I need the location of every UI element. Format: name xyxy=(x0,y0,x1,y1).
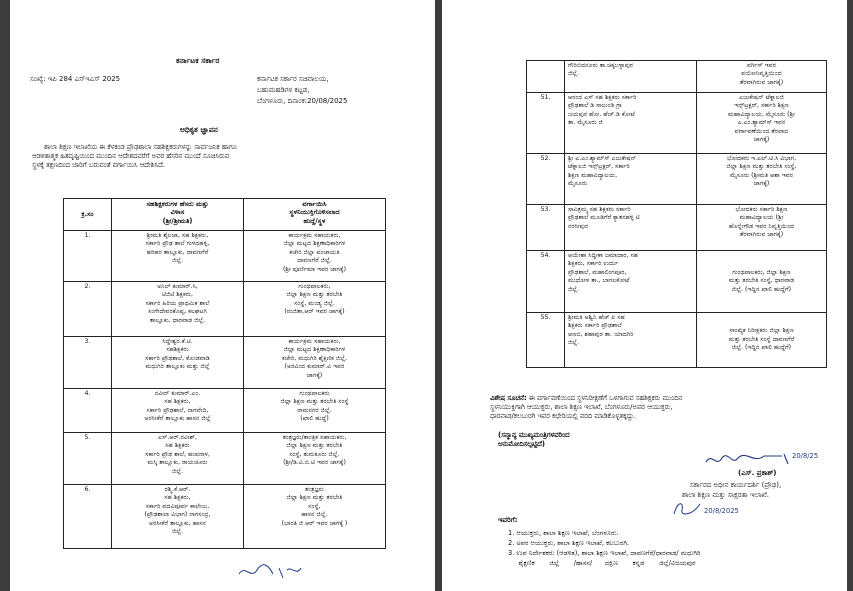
table-row xyxy=(64,485,386,549)
row-number xyxy=(527,61,565,93)
header-serial: ಕ್ರ.ಸಂ xyxy=(64,199,112,231)
intro-paragraph xyxy=(32,143,237,170)
table-row xyxy=(527,93,827,154)
post-cell: ಸಾಂಖ್ಯಿಕ ನಿರೀಕ್ಷಕರು ಜಿಲ್ಲಾ ಶಿಕ್ಷಣ ಮತ್ತು ತರಬೇತಿ ಸಂಸ್ಥೆ ದಾವಣಗೆರೆ ಜಿಲ್ಲೆ. (ಇದ್ದಿನ ಖಾಲಿ ಹುದ್ದೆಗೆ) xyxy=(697,313,827,368)
table-header-row xyxy=(64,199,386,231)
teacher-cell: ಗೌರಿಬಿದನೂರು ತಾ.ಚಿಕ್ಕಬಳ್ಳಾಪುರ ಜಿಲ್ಲೆ. xyxy=(565,61,697,93)
row-number: 52. xyxy=(527,154,565,205)
cc-item: 1. ಆಯುಕ್ತರು, ಶಾಲಾ ಶಿಕ್ಷಣ ಇಲಾಖೆ, ಬೆಂಗಳೂರು. xyxy=(508,529,619,537)
initials-signature-icon xyxy=(235,560,305,582)
special-note xyxy=(490,394,682,421)
post-cell: ಎಜುಕೇಷನ್ ಟೆಕ್ನಾಲಜಿ ಇನ್ಸ್‌ಟ್ರಕ್ಟರ್, ಸರ್ಕಾರಿ ಶಿಕ್ಷಣ ಮಹಾವಿದ್ಯಾಲಯ, ಮೈಸೂರು (ಶ್ರೀ ಎ.ಎಂ.ಶ್ಯಾಮ್‌ಸ್ ಇವರ ವರ್ಗಾವಣೆಯಿಂದ ತೆರವಾದ ಜಾಗಕ್ಕೆ) xyxy=(697,93,827,154)
address-line: ಬಹುಮಹಡಿಗಳ ಕಟ್ಟಡ, xyxy=(257,86,310,94)
post-cell: ತಂತ್ರಜ್ಞರು ಜಿಲ್ಲಾ ಶಿಕ್ಷಣ ಮತ್ತು ತರಬೇತಿ ಸಂಸ್ಥೆ, ಹಾಸನ ಜಿಲ್ಲೆ. (ಭಾರತಿ ಜಿ ಆರ್ ಇವರ ಜಾಗಕ್ಕೆ ) xyxy=(244,485,386,549)
teacher-cell: ಎಸ್.ಆರ್.ರವೀಶ್, ಸಹ ಶಿಕ್ಷಕರು ಸರ್ಕಾರಿ ಪ್ರೌಢ ಶಾಲೆ, ಹಂಪನಾಳ, ಮಸ್ಕಿ ತಾಲ್ಲೂಕು, ರಾಯಚೂರು ಜಿಲ್ಲೆ. xyxy=(112,433,244,485)
special-note-line: ಧಾರವಾಡ/ಕಲಬುರಗಿ ಇವರ ಕಛೇರಿಯಲ್ಲಿ ವರದಿ ಮಾಡಿಕೊಳ್ಳತಕ್ಕದ್ದು. xyxy=(490,412,636,420)
table-row xyxy=(527,313,827,368)
row-number: 1. xyxy=(64,231,112,282)
teacher-cell: ರಶ್ಮಿ.ಕೆ.ಆರ್. ಸಹ ಶಿಕ್ಷಕರು, ಸರ್ಕಾರಿ ಪದವಿಪೂರ್ವ ಕಾಲೇಜು, (ಪ್ರೌಢಶಾಲಾ ವಿಭಾಗ) ನಾಗಸಂದ್ರ, ಅರಸೀಕೆರೆ ತಾಲ್ಲೂಕು, ಹಾಸನ ಜಿಲ್ಲೆ. xyxy=(112,485,244,549)
approval-note: (ಸನ್ಮಾನ್ಯ ಮುಖ್ಯಮಂತ್ರಿಗಳವರಿಂದ ಅನುಮೋದಿಸಲ್ಪಟ್ಟಿದೆ) xyxy=(498,431,570,448)
signature-date: 20/8/25 xyxy=(792,452,819,460)
signatory-department: ಶಾಲಾ ಶಿಕ್ಷಣ ಮತ್ತು ಸಾಕ್ಷರತಾ ಇಲಾಖೆ. xyxy=(682,491,770,499)
row-number: 53. xyxy=(527,205,565,251)
table-row xyxy=(527,251,827,313)
table-row xyxy=(64,282,386,337)
post-cell: ಗುಂಥಪಾಲಕರು ಜಿಲ್ಲಾ ಶಿಕ್ಷಣ ಮತ್ತು ತರಬೇತಿ ಸಂಸ್ಥೆ ರಾಮನಗರ ಜಿಲ್ಲೆ. (ಖಾಲಿ ಹುದ್ದೆ) xyxy=(244,389,386,433)
transfer-table-right xyxy=(526,60,827,368)
cc-label: ಇವರಿಗೆ: xyxy=(498,516,518,524)
special-note-line: ಸ್ಥಳನಿಯುಕ್ತಿಗಾಗಿ ಆಯುಕ್ತರು, ಶಾಲಾ ಶಿಕ್ಷಣ ಇಲಾಖೆ, ಬೆಂಗಳೂರು/ಅಪರ ಆಯುಕ್ತರು, xyxy=(490,403,673,411)
post-cell: ವರ್ಗಿಸ್ ಇವರ ವಯೋನಿವೃತ್ತಿಯಿಂದ ತೆರವಾಗಿರುವ ಜಾಗಕ್ಕೆ) xyxy=(697,61,827,93)
intro-line: ಸ್ಥಳಕ್ಕೆ ತಕ್ಷಣದಿಂದ ಜಾರಿಗೆ ಬರುವಂತೆ ವರ್ಗಾಯಿಸಿ ಆದೇಶಿಸಿದೆ. xyxy=(32,161,165,169)
special-note-label: ವಿಶೇಷ ಸೂಚನೆ: xyxy=(490,394,527,402)
document-page-left xyxy=(10,0,435,591)
teacher-cell: ನವೀನ್ ಕುಮಾರ್.ಎಂ. ಸಹ ಶಿಕ್ಷಕರು, ಸರ್ಕಾರಿ ಪ್ರೌಢಶಾಲೆ, ನಾಗವೇದಿ, ಅರಸೀಕೆರೆ ತಾಲ್ಲೂಕು ಹಾಸನ ಜಿಲ್ಲೆ xyxy=(112,389,244,433)
row-number: 5. xyxy=(64,433,112,485)
countersign-date: 20/8/2025 xyxy=(704,507,739,515)
address-date: ಬೆಂಗಳೂರು, ದಿನಾಂಕ:20/08/2025 xyxy=(257,97,348,105)
cc-item: 3. ಉಪ ನಿರ್ದೇಶಕರು (ಆಡಳಿತ), ಶಾಲಾ ಶಿಕ್ಷಣ ಇಲಾಖೆ, ದಾವಣಗೆರೆ/ಧಾರವಾಡ/ ಮಧುಗಿರಿ xyxy=(508,549,701,557)
notice-title: ಅಧಿಕೃತ ಜ್ಞಾಪನ xyxy=(180,125,218,134)
table-row xyxy=(64,337,386,389)
table-row xyxy=(64,231,386,282)
table-row xyxy=(527,61,827,93)
row-number: 4. xyxy=(64,389,112,433)
teacher-cell: ಸಾವಿತ್ರಮ್ಮ ಸಹ ಶಿಕ್ಷಕರು ಸರ್ಕಾರಿ ಪ್ರೌಢಶಾಲೆ ಮೂಡಿಗೆರೆ ಕ್ಯಾತನಹಳ್ಳಿ ಟಿ ನರಸೀಪುರ xyxy=(565,205,697,251)
teacher-cell: ಆನಂದ ಎಸ್ ಸಹ ಶಿಕ್ಷಕರು ಸರ್ಕಾರಿ ಪ್ರೌಢಶಾಲೆ ಡಿ ಸಾಲುಂಡಿ ಗ್ರಾ ಜಯಪುರ ಹೋ. ಹೆಚ್.ಡಿ ಕೋಟೆ ತಾ. ಮೈಸೂರು ಜಿ xyxy=(565,93,697,154)
post-cell: ತಂತ್ರಜ್ಞರು/ತಾಂತ್ರಿಕ ಸಹಾಯಕರು, ಜಿಲ್ಲಾ ಶಿಕ್ಷಣ ಮತ್ತು ತರಬೇತಿ ಸಂಸ್ಥೆ, ತುಮಕೂರು ಜಿಲ್ಲೆ. (ಶ್ರೀ/ಡಿ.ವಿ.ಬಿ.ಟಿ ಇವರ ಜಾಗಕ್ಕೆ) xyxy=(244,433,386,485)
post-cell: ಭೋದಕರು ಇ.ಎಲ್.ಟಿ.ಸಿ ವಿಭಾಗ, ಜಿಲ್ಲಾ ಶಿಕ್ಷಣ ಮತ್ತು ತರಬೇತಿ ಸಂಸ್ಥೆ, ಮೈಸೂರು (ಶ್ರೀಮತಿ ಆಶಾ ಇವರ ಜಾಗಕ್ಕೆ) xyxy=(697,154,827,205)
document-page-right xyxy=(442,0,847,591)
post-cell: ಭೋದಕರು ಸರ್ಕಾರಿ ಶಿಕ್ಷಣ ಮಹಾವಿದ್ಯಾಲಯ (ಶ್ರೀ ಹೊನ್ನೇಗೌಡ ಇವರ ನಿವೃತ್ತಿಯಿಂದ ತೆರವಾಗಿರುವ ಜಾಗಕ್ಕೆ) xyxy=(697,205,827,251)
cc-item: ಶೈಕ್ಷಣಿಕ ಜಿಲ್ಲೆ /ಹಾಸನ/ ದಕ್ಷಿಣ ಕನ್ನಡ ಜಿಲ್ಲೆ/ವಿಜಯಪುರ xyxy=(508,559,696,567)
cc-item: 2. ಅಪರ ಆಯುಕ್ತರು, ಶಾಲಾ ಶಿಕ್ಷಣ ಇಲಾಖೆ, ಕಲಬುರಗಿ. xyxy=(508,539,630,547)
teacher-cell: ಶ್ರೀಮತಿ ಶೈಲಜಾ, ಸಹ ಶಿಕ್ಷಕರು, ಸರ್ಕಾರಿ ಪ್ರೌಢ ಶಾಲೆ ಗುಳದಹಳ್ಳಿ, ಹರಿಹರ ತಾಲ್ಲೂಕು, ದಾವಣಗೆರೆ ಜಿಲ್ಲೆ. xyxy=(112,231,244,282)
signatory-name: (ಎಸ್. ಪ್ರಕಾಶ್) xyxy=(738,469,777,477)
header-teacher: ಸಹಶಿಕ್ಷಕರುಗಳ ಹೆಸರು ಮತ್ತು ವಿಳಾಸ (ಶ್ರೀ/ಶ್ರೀಮತಿ) xyxy=(112,199,244,231)
row-number: 54. xyxy=(527,251,565,313)
table-row xyxy=(527,154,827,205)
cc-list xyxy=(508,528,700,568)
special-note-line: ಈ ವರ್ಗಾವಣೆಯಿಂದ ಸ್ಥಳನಿರೀಕ್ಷಣೆಗೆ ಒಳಗಾಗುವ ಸಹಶಿಕ್ಷಕರು ಮುಂದಿನ xyxy=(528,394,683,402)
teacher-cell: ಶ್ರೀಮತಿ ಅಶ್ವಿನಿ ಹೆಚ್ ಪಿ ಸಹ ಶಿಕ್ಷಕರು ಸರ್ಕಾರಿ ಪ್ರೌಢಶಾಲೆ ಆಣಬಿ, ಶಹಾಪುರ ತಾ. ಯಾದಗಿರಿ ಜಿಲ್ಲೆ. xyxy=(565,313,697,368)
signatory-title: ಸರ್ಕಾರದ ಅಧೀನ ಕಾರ್ಯದರ್ಶಿ (ಪ್ರೌಢ), xyxy=(690,481,782,489)
table-row xyxy=(64,389,386,433)
intro-line: ಆಡಳಿತಾತ್ಮಕ ಹಿತದೃಷ್ಟಿಯಿಂದ ಮುಂದಿನ ಆದೇಶದವರೆಗೆ ಅವರ ಹೆಸರಿನ ಮುಂದೆ ಸೂಚಿಸಿರುವ xyxy=(32,152,230,160)
teacher-cell: ಆಯೇಶಾ ಸಿದ್ದೀಕಾ ಜಮಾದಾರ, ಸಹ ಶಿಕ್ಷಕರು, ಸರ್ಕಾರಿ ಉರ್ದು ಪ್ರೌಢಶಾಲೆ, ಮಹಾಲಿಂಗಪೂರ, ಮುಧೋಳ ತಾ., ಬಾಗಲಕೋಟೆ ಜಿಲ್ಲೆ. xyxy=(565,251,697,313)
address-line: ಕರ್ನಾಟಕ ಸರ್ಕಾರ ಸಚಿವಾಲಯ, xyxy=(257,75,329,83)
teacher-cell: ಅನಿಲ್ ಕುಮಾರ್.ಸಿ, ಟಿಜಿಟಿ ಶಿಕ್ಷಕರು, ಸರ್ಕಾರಿ ಹಿರಿಯ ಪ್ರಾಥಮಿಕ ಶಾಲೆ ಸಂಗೇದೇವರಕೊಪ್ಪ, ಕಲಘಟಗಿ ತಾಲ್ಲೂಕು, ಧಾರವಾಡ ಜಿಲ್ಲೆ. xyxy=(112,282,244,337)
intro-line: ಶಾಲಾ ಶಿಕ್ಷಣ ಇಲಾಖೆಯ ಈ ಕೆಳಕಂಡ ಪ್ರೌಢಶಾಲಾ ಸಹಶಿಕ್ಷಕರುಗಳನ್ನು ಸಾರ್ವಜನಿಕ ಹಾಗೂ xyxy=(44,143,237,151)
row-number: 3. xyxy=(64,337,112,389)
row-number: 2. xyxy=(64,282,112,337)
row-number: 55. xyxy=(527,313,565,368)
teacher-cell: ಸಿದ್ದೇಶ್ವರ.ಕೆ.ಟಿ. ಸಹಶಿಕ್ಷಕರು ಸರ್ಕಾರಿ ಪ್ರೌಢಶಾಲೆ, ಕೊಂಡವಾಡಿ ಮಧುಗಿರಿ ತಾಲ್ಲೂಕು ಮತ್ತು ಜಿಲ್ಲೆ xyxy=(112,337,244,389)
teacher-cell: ಶ್ರೀ ಎ.ಎಂ.ಶ್ಯಾಮ್‌ಸ್ ಎಜುಕೇಷನ್ ಟೆಕ್ನಾಲಜಿ ಇನ್ಸ್‌ಟ್ರಕ್ಟರ್, ಸರ್ಕಾರಿ ಶಿಕ್ಷಣ ಮಹಾವಿದ್ಯಾಲಯ, ಮೈಸೂರು xyxy=(565,154,697,205)
order-number: ಸಂಖ್ಯೆ: ಇಪಿ 284 ಎಸ್‌ಇಎಸ್ 2025 xyxy=(30,75,121,83)
post-cell: ಕಾರ್ಯಕ್ರಮ ಸಹಾಯಕರು, ಜಿಲ್ಲಾ ಮಟ್ಟದ ಶಿಕ್ಷಣಾಧಿಕಾರಿಗಳ ಕಚೇರಿ ಜಿಲ್ಲಾ ಪಂಚಾಯತಿ ದಾವಣಗೆರೆ ಜಿಲ್ಲೆ. (ಶ್ರೀ ಪೂರ್ಣಿಮಾ ಇವರ ಜಾಗಕ್ಕೆ) xyxy=(244,231,386,282)
post-cell: ಕಾರ್ಯಕ್ರಮ ಸಹಾಯಕರು, ಜಿಲ್ಲಾ ಮಟ್ಟದ ಶಿಕ್ಷಣಾಧಿಕಾರಿಗಳ ಕಚೇರಿ, ಮಧುಗಿರಿ ಶೈಕ್ಷಣಿಕ ಜಿಲ್ಲೆ, (ಅರವಿಂದ ಕುಮಾರ್.ವಿ ಇವರ ಜಾಗಕ್ಕೆ) xyxy=(244,337,386,389)
post-cell: ಗುಂಥಪಾಲಕರು, ಜಿಲ್ಲಾ ಶಿಕ್ಷಣ ಮತ್ತು ತರಬೇತಿ ಸಂಸ್ಥೆ, ಧಾರವಾಡ ಜಿಲ್ಲೆ. (ಇದ್ದಿನ ಖಾಲಿ ಹುದ್ದೆಗೆ) xyxy=(697,251,827,313)
document-heading: ಕರ್ನಾಟಕ ಸರ್ಕಾರ xyxy=(176,56,220,65)
row-number: 51. xyxy=(527,93,565,154)
transfer-table-left xyxy=(63,198,386,549)
post-cell: ಗುಂಥಪಾಲಕರು, ಜಿಲ್ಲಾ ಶಿಕ್ಷಣ ಮತ್ತು ತರಬೇತಿ ಸಂಸ್ಥೆ, ಮಂಡ್ಯ ಜಿಲ್ಲೆ. (ರಂಜಿತಾ.ಆರ್ ಇವರ ಜಾಗಕ್ಕೆ) xyxy=(244,282,386,337)
header-post: ವರ್ಗಾಯಿಸಿ ಸ್ಥಳನಿಯುಕ್ತಿಗೊಳಿಸಲಾದ ಹುದ್ದೆ/ಸ್ಥಳ xyxy=(244,199,386,231)
table-row xyxy=(64,433,386,485)
table-row xyxy=(527,205,827,251)
row-number: 6. xyxy=(64,485,112,549)
